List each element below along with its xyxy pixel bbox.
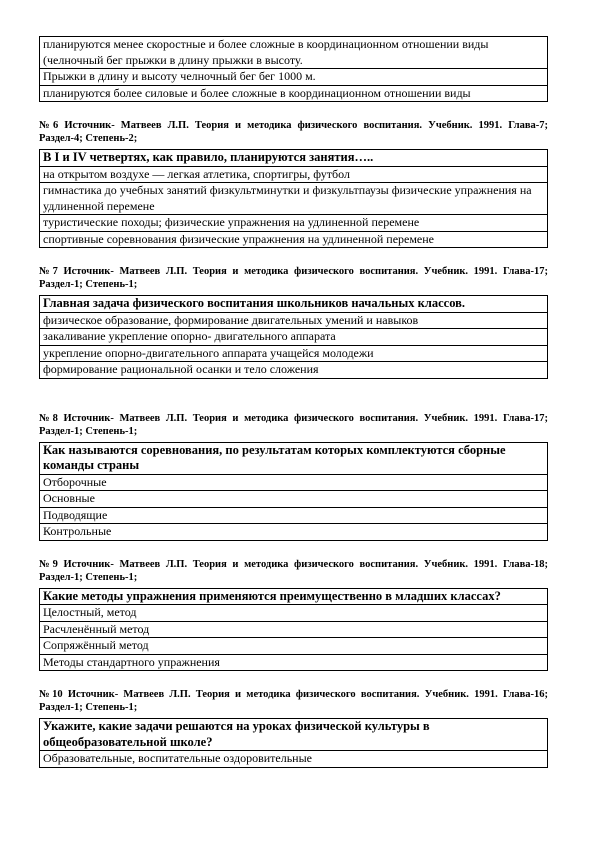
answer-option: закаливание укрепление опорно- двигательного аппарата [40,329,548,346]
question-text: В I и IV четвертях, как правило, планируются занятия….. [40,150,548,167]
table-row [40,719,548,751]
answer-option: Методы стандартного упражнения [40,654,548,671]
answer-option: Образовательные, воспитательные оздоровительные [40,751,548,768]
page-content [39,36,548,768]
table-row [40,442,548,474]
table-row [40,474,548,491]
table-row [40,751,548,768]
table-row [40,150,548,167]
table-row [40,524,548,541]
table-row [40,215,548,232]
table-row [40,183,548,215]
answer-option: Основные [40,491,548,508]
table-row [40,166,548,183]
table-row [40,345,548,362]
table-row [40,329,548,346]
continuation-table [39,36,548,102]
answer-option: планируются более силовые и более сложные в координационном отношении виды [40,85,548,102]
question-text: Главная задача физического воспитания школьников начальных классов. [40,296,548,313]
table-row [40,621,548,638]
table-row [40,605,548,622]
question-block-8 [39,412,548,541]
answer-option: укрепление опорно-двигательного аппарата учащейся молодежи [40,345,548,362]
answer-option: Прыжки в длину и высоту челночный бег бег 1000 м. [40,69,548,86]
table-row [40,296,548,313]
question-block-7 [39,265,548,379]
table-row [40,37,548,69]
question-header: №9 Источник- Матвеев Л.П. Теория и методика физического воспитания. Учебник. 1991. Глава-18; Раздел-1; Степень-1; [39,558,548,583]
table-row [40,654,548,671]
question-table [39,588,548,672]
question-text: Укажите, какие задачи решаются на уроках физической культуры в общеобразовательной школе? [40,719,548,751]
question-header: №6 Источник- Матвеев Л.П. Теория и методика физического воспитания. Учебник. 1991. Глава-7; Раздел-4; Степень-2; [39,120,548,144]
table-row [40,588,548,605]
answer-option: спортивные соревнования физические упражнения на удлиненной перемене [40,231,548,248]
answer-option: Сопряжённый метод [40,638,548,655]
answer-option: формирование рациональной осанки и тело сложения [40,362,548,379]
table-row [40,491,548,508]
answer-option: на открытом воздухе — легкая атлетика, спортигры, футбол [40,166,548,183]
table-row [40,231,548,248]
answer-option: гимнастика до учебных занятий физкультминутки и физкультпаузы физические упражнения на удлиненной перемене [40,183,548,215]
table-row [40,638,548,655]
answer-option: физическое образование, формирование двигательных умений и навыков [40,312,548,329]
question-table [39,718,548,768]
question-table [39,149,548,248]
question-header: №7 Источник- Матвеев Л.П. Теория и методика физического воспитания. Учебник. 1991. Глава-17; Раздел-1; Степень-1; [39,266,548,290]
question-block-9 [39,558,548,672]
answer-option: планируются менее скоростные и более сложные в координационном отношении виды (челночный бег прыжки в длину прыжки в высоту. [40,37,548,69]
table-row [40,362,548,379]
answer-option: туристические походы; физические упражнения на удлиненной перемене [40,215,548,232]
question-table [39,442,548,541]
answer-option: Отборочные [40,474,548,491]
table-row [40,507,548,524]
table-row [40,312,548,329]
table-row [40,85,548,102]
question-header: №8 Источник- Матвеев Л.П. Теория и методика физического воспитания. Учебник. 1991. Глава-17; Раздел-1; Степень-1; [39,412,548,437]
answer-option: Расчленённый метод [40,621,548,638]
question-table [39,295,548,379]
question-block-6 [39,119,548,248]
answer-option: Контрольные [40,524,548,541]
table-row [40,69,548,86]
answer-option: Целостный, метод [40,605,548,622]
question-header: №10 Источник- Матвеев Л.П. Теория и методика физического воспитания. Учебник. 1991. Глава-16; Раздел-1; Степень-1; [39,689,548,713]
question-text: Какие методы упражнения применяются преимущественно в младших классах? [40,588,548,605]
question-text: Как называются соревнования, по результатам которых комплектуются сборные команды страны [40,442,548,474]
answer-option: Подводящие [40,507,548,524]
question-block-10 [39,688,548,768]
